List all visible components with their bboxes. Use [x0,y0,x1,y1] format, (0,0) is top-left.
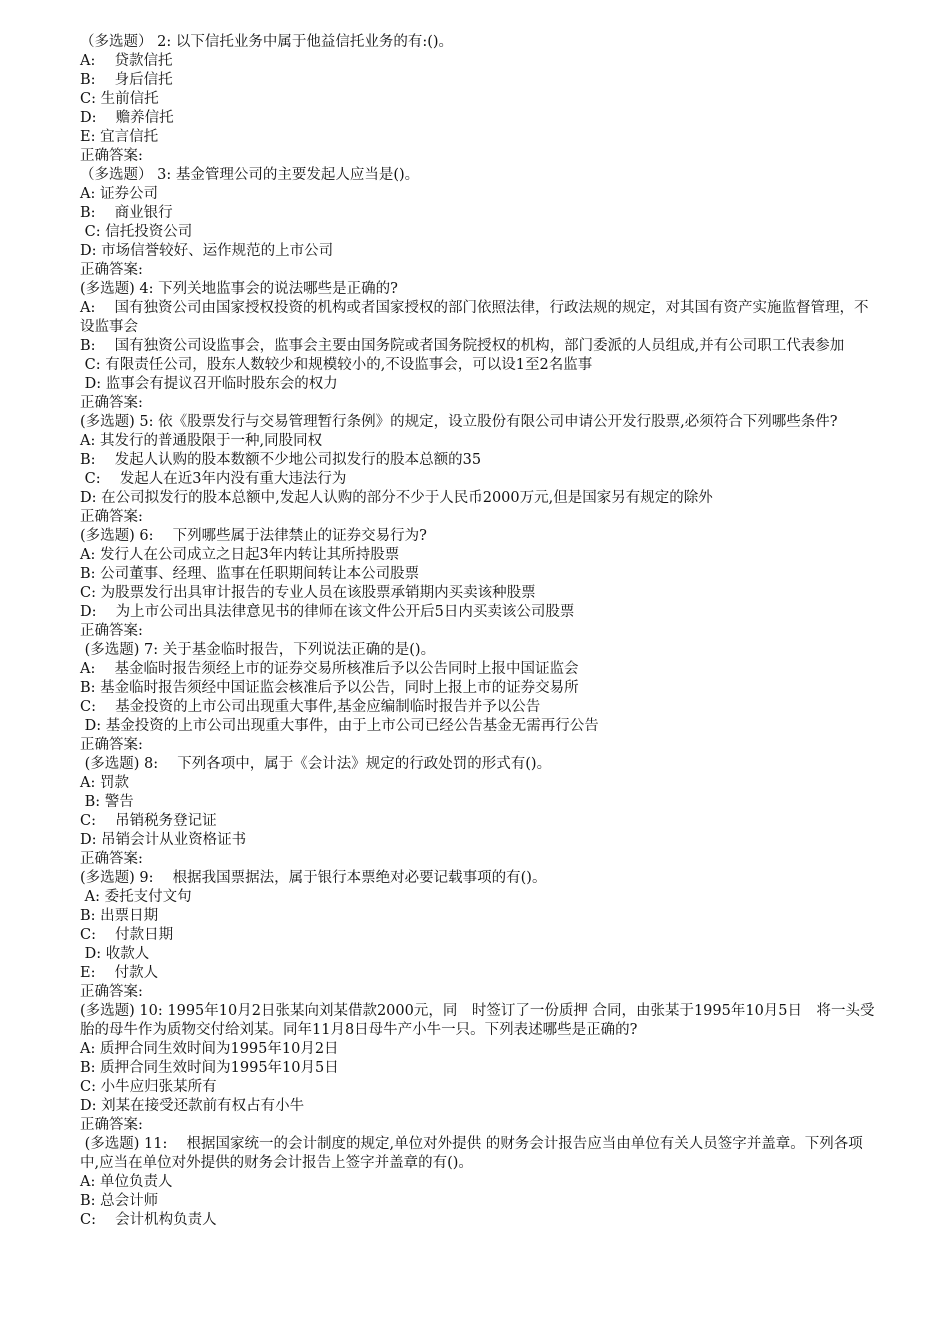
option-line: C: 信托投资公司 [80,224,193,240]
option-line: C: 会计机构负责人 [80,1212,217,1228]
answer-line: 正确答案: [80,851,143,867]
option-line: A: 证券公司 [80,186,158,202]
option-line: A: 国有独资公司由国家授权投资的机构或者国家授权的部门依照法律，行政法规的规定，对其国有资产实施监督管理，不设监事会 [80,300,869,335]
option-line: A: 单位负责人 [80,1174,173,1190]
option-line: D: 赡养信托 [80,110,174,126]
option-line: D: 监事会有提议召开临时股东会的权力 [80,376,338,392]
option-line: C: 生前信托 [80,91,159,107]
question-line: (多选题) 5: 依《股票发行与交易管理暂行条例》的规定，设立股份有限公司申请公开发行股票,必须符合下列哪些条件? [80,414,838,430]
option-line: C: 为股票发行出具审计报告的专业人员在该股票承销期内买卖该种股票 [80,585,536,601]
option-line: A: 罚款 [80,775,129,791]
option-line: C: 吊销税务登记证 [80,813,217,829]
answer-line: 正确答案: [80,509,143,525]
option-line: E: 宜言信托 [80,129,159,145]
question-line: (多选题) 7: 关于基金临时报告，下列说法正确的是()。 [80,642,436,658]
option-line: D: 在公司拟发行的股本总额中,发起人认购的部分不少于人民币2000万元,但是国家另有规定的除外 [80,490,713,506]
question-line: (多选题) 10: 1995年10月2日张某向刘某借款2000元，同 时签订了一份质押 合同，由张某于1995年10月5日 将一头受胎的母牛作为质物交付给刘某。同年11月8日母牛产小牛一只。下列表述哪些是正确的? [80,1003,875,1038]
question-line: (多选题) 4: 下列关地监事会的说法哪些是正确的? [80,281,398,297]
answer-line: 正确答案: [80,737,143,753]
option-line: A: 贷款信托 [80,53,173,69]
option-line: C: 发起人在近3年内没有重大违法行为 [80,471,347,487]
option-line: B: 国有独资公司设监事会，监事会主要由国务院或者国务院授权的机构，部门委派的人员组成,并有公司职工代表参加 [80,338,845,354]
question-line: (多选题) 9: 根据我国票据法，属于银行本票绝对必要记载事项的有()。 [80,870,547,886]
option-line: C: 基金投资的上市公司出现重大事件,基金应编制临时报告并予以公告 [80,699,541,715]
option-line: B: 身后信托 [80,72,173,88]
option-line: D: 吊销会计从业资格证书 [80,832,247,848]
answer-line: 正确答案: [80,148,143,164]
option-line: D: 为上市公司出具法律意见书的律师在该文件公开后5日内买卖该公司股票 [80,604,575,620]
question-line: （多选题） 3: 基金管理公司的主要发起人应当是()。 [80,167,420,183]
option-line: A: 基金临时报告须经上市的证券交易所核准后予以公告同时上报中国证监会 [80,661,579,677]
question-line: (多选题) 8: 下列各项中，属于《会计法》规定的行政处罚的形式有()。 [80,756,552,772]
option-line: B: 发起人认购的股本数额不少地公司拟发行的股本总额的35 [80,452,482,468]
option-line: D: 收款人 [80,946,150,962]
answer-line: 正确答案: [80,623,143,639]
answer-line: 正确答案: [80,1117,143,1133]
answer-line: 正确答案: [80,395,143,411]
option-line: C: 有限责任公司，股东人数较少和规模较小的,不设监事会，可以设1至2名监事 [80,357,593,373]
question-line: （多选题） 2: 以下信托业务中属于他益信托业务的有:()。 [80,34,454,50]
option-line: A: 其发行的普通股限于一种,同股同权 [80,433,323,449]
option-line: D: 市场信誉较好、运作规范的上市公司 [80,243,334,259]
document-body [80,33,875,1230]
answer-line: 正确答案: [80,262,143,278]
option-line: D: 基金投资的上市公司出现重大事件，由于上市公司已经公告基金无需再行公告 [80,718,599,734]
option-line: B: 商业银行 [80,205,173,221]
option-line: C: 小牛应归张某所有 [80,1079,217,1095]
option-line: E: 付款人 [80,965,159,981]
option-line: B: 公司董事、经理、监事在任职期间转让本公司股票 [80,566,420,582]
option-line: A: 质押合同生效时间为1995年10月2日 [80,1041,339,1057]
option-line: A: 委托支付文句 [80,889,192,905]
option-line: B: 总会计师 [80,1193,159,1209]
option-line: C: 付款日期 [80,927,174,943]
option-line: D: 刘某在接受还款前有权占有小牛 [80,1098,305,1114]
option-line: B: 出票日期 [80,908,159,924]
answer-line: 正确答案: [80,984,143,1000]
question-line: (多选题) 11: 根据国家统一的会计制度的规定,单位对外提供 的财务会计报告应当由单位有关人员签字并盖章。下列各项中,应当在单位对外提供的财务会计报告上签字并盖章的有()。 [80,1136,863,1171]
question-line: (多选题) 6: 下列哪些属于法律禁止的证券交易行为? [80,528,427,544]
option-line: B: 警告 [80,794,134,810]
option-line: B: 质押合同生效时间为1995年10月5日 [80,1060,339,1076]
option-line: B: 基金临时报告须经中国证监会核准后予以公告，同时上报上市的证券交易所 [80,680,579,696]
option-line: A: 发行人在公司成立之日起3年内转让其所持股票 [80,547,400,563]
